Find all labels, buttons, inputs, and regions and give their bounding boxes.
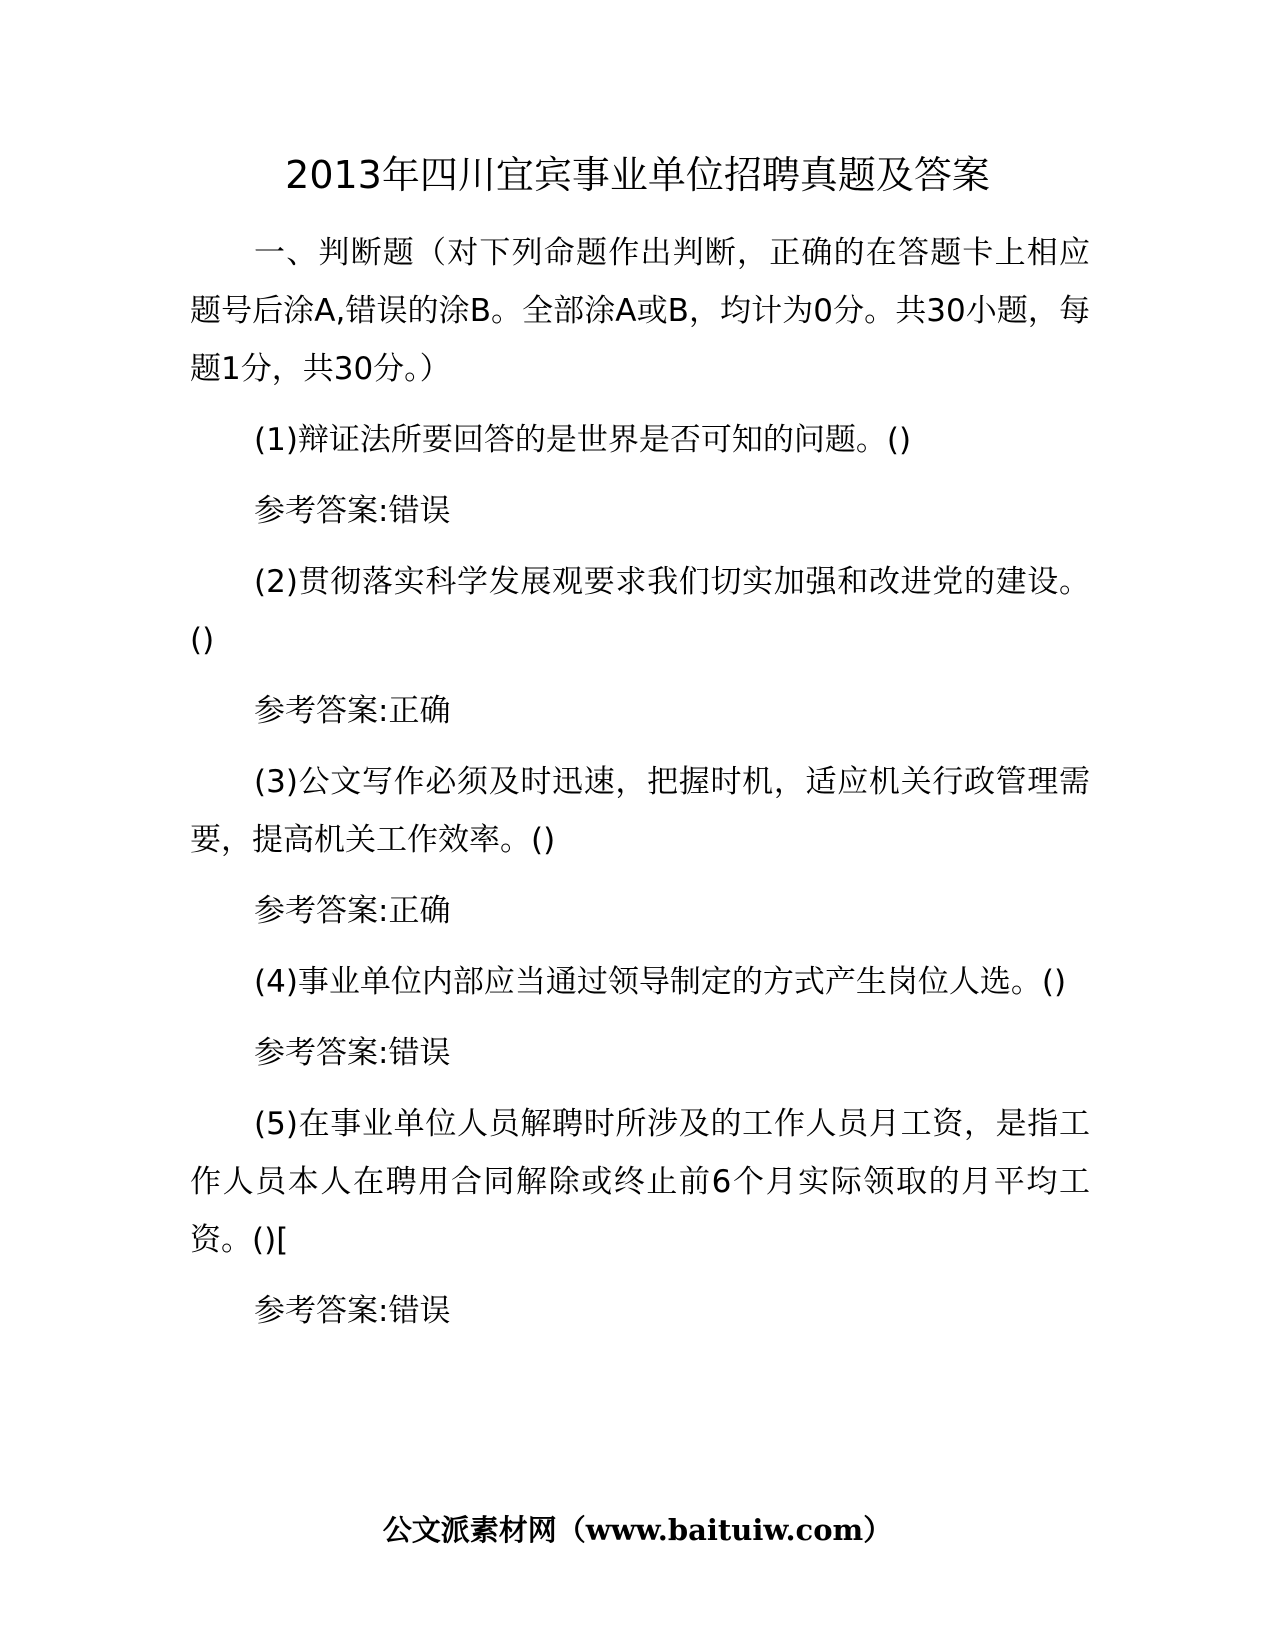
question-3: (3)公文写作必须及时迅速，把握时机，适应机关行政管理需要，提高机关工作效率。() bbox=[190, 764, 1090, 858]
document-body bbox=[190, 224, 1090, 1353]
question-4: (4)事业单位内部应当通过领导制定的方式产生岗位人选。() bbox=[254, 964, 1067, 1000]
document-title: 2013年四川宜宾事业单位招聘真题及答案 bbox=[285, 153, 990, 197]
question-2: (2)贯彻落实科学发展观要求我们切实加强和改进党的建设。() bbox=[190, 564, 1090, 658]
section-instructions: 一、判断题（对下列命题作出判断，正确的在答题卡上相应题号后涂A,错误的涂B。全部涂A或B，均计为0分。共30小题，每题1分，共30分。） bbox=[190, 235, 1090, 387]
answer-3: 参考答案:正确 bbox=[254, 893, 451, 929]
question-1: (1)辩证法所要回答的是世界是否可知的问题。() bbox=[254, 422, 912, 458]
answer-4: 参考答案:错误 bbox=[254, 1035, 451, 1071]
answer-1: 参考答案:错误 bbox=[254, 493, 451, 529]
answer-2: 参考答案:正确 bbox=[254, 693, 451, 729]
page-footer: 公文派素材网（www.baituiw.com） bbox=[382, 1513, 893, 1547]
answer-5: 参考答案:错误 bbox=[254, 1293, 451, 1329]
question-5: (5)在事业单位人员解聘时所涉及的工作人员月工资，是指工作人员本人在聘用合同解除或终止前6个月实际领取的月平均工资。()[ bbox=[190, 1106, 1090, 1258]
